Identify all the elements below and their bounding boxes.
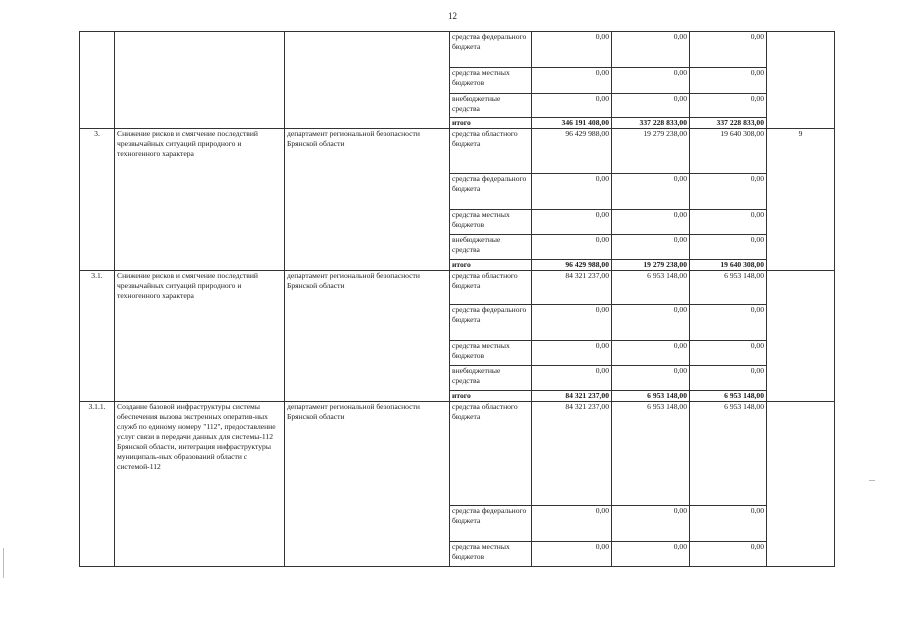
amount-cell: 0,00 — [690, 94, 767, 118]
table-row — [80, 402, 835, 506]
row-number-cell: 3.1. — [80, 271, 115, 402]
funding-source-cell: средства местных бюджетов — [450, 68, 532, 94]
scan-margin-mark — [3, 548, 4, 578]
activity-name-cell: Создание базовой инфраструктуры системы обеспечения вызова экстренных оператив-ных служб по единому номеру "112", предоставление услуг связи в передачи данных для системы-112 Брянской области, интеграция инфраструктуры муниципаль-ных образований области с системой-112 — [115, 402, 285, 567]
executor-cell — [285, 32, 450, 129]
row-number-cell: 3. — [80, 129, 115, 271]
amount-cell: 0,00 — [532, 506, 612, 542]
funding-source-cell: внебюджетные средства — [450, 94, 532, 118]
funding-source-cell: внебюджетные средства — [450, 366, 532, 391]
amount-cell: 0,00 — [612, 68, 690, 94]
table-row — [80, 129, 835, 174]
amount-cell: 0,00 — [690, 32, 767, 68]
amount-cell: 0,00 — [532, 542, 612, 567]
funding-source-cell: средства федерального бюджета — [450, 305, 532, 341]
amount-cell: 0,00 — [690, 341, 767, 366]
page-number: 12 — [448, 11, 457, 21]
amount-cell: 0,00 — [690, 506, 767, 542]
funding-source-cell: итого — [450, 260, 532, 271]
amount-cell: 0,00 — [532, 32, 612, 68]
total-amount-cell: 19 279 238,00 — [612, 260, 690, 271]
amount-cell: 0,00 — [532, 341, 612, 366]
funding-source-cell: средства федерального бюджета — [450, 506, 532, 542]
total-amount-cell: 19 640 308,00 — [690, 260, 767, 271]
amount-cell: 0,00 — [532, 210, 612, 235]
funding-source-cell: средства областного бюджета — [450, 129, 532, 174]
amount-cell: 0,00 — [612, 341, 690, 366]
amount-cell: 0,00 — [690, 542, 767, 567]
amount-cell: 6 953 148,00 — [690, 271, 767, 305]
activity-name-cell: Снижение рисков и смягчение последствий чрезвычайных ситуаций природного и техногенного характера — [115, 271, 285, 402]
table-row — [80, 32, 835, 68]
total-amount-cell: 6 953 148,00 — [690, 391, 767, 402]
funding-source-cell: средства местных бюджетов — [450, 341, 532, 366]
amount-cell: 0,00 — [532, 174, 612, 210]
table-row — [80, 271, 835, 305]
total-amount-cell: 346 191 408,00 — [532, 118, 612, 129]
activity-name-cell: Снижение рисков и смягчение последствий чрезвычайных ситуаций природного и техногенного характера — [115, 129, 285, 271]
amount-cell: 0,00 — [690, 235, 767, 260]
budget-table — [79, 31, 835, 567]
amount-cell: 0,00 — [532, 235, 612, 260]
funding-source-cell: средства федерального бюджета — [450, 174, 532, 210]
amount-cell: 6 953 148,00 — [612, 271, 690, 305]
amount-cell: 0,00 — [532, 305, 612, 341]
amount-cell: 6 953 148,00 — [690, 402, 767, 506]
funding-source-cell: внебюджетные средства — [450, 235, 532, 260]
amount-cell: 0,00 — [612, 94, 690, 118]
target-code-cell — [767, 271, 835, 402]
amount-cell: 6 953 148,00 — [612, 402, 690, 506]
funding-source-cell: итого — [450, 118, 532, 129]
activity-name-cell — [115, 32, 285, 129]
amount-cell: 84 321 237,00 — [532, 271, 612, 305]
funding-source-cell: средства местных бюджетов — [450, 210, 532, 235]
executor-cell: департамент региональной безопасности Брянской области — [285, 271, 450, 402]
amount-cell: 0,00 — [612, 174, 690, 210]
amount-cell: 0,00 — [612, 235, 690, 260]
amount-cell: 0,00 — [532, 68, 612, 94]
amount-cell: 0,00 — [612, 366, 690, 391]
executor-cell: департамент региональной безопасности Брянской области — [285, 129, 450, 271]
amount-cell: 0,00 — [690, 68, 767, 94]
amount-cell: 0,00 — [532, 366, 612, 391]
amount-cell: 0,00 — [612, 305, 690, 341]
target-code-cell — [767, 32, 835, 129]
amount-cell: 19 640 308,00 — [690, 129, 767, 174]
amount-cell: 19 279 238,00 — [612, 129, 690, 174]
funding-source-cell: средства областного бюджета — [450, 271, 532, 305]
target-code-cell: 9 — [767, 129, 835, 271]
amount-cell: 0,00 — [612, 542, 690, 567]
funding-source-cell: средства областного бюджета — [450, 402, 532, 506]
amount-cell: 84 321 237,00 — [532, 402, 612, 506]
amount-cell: 0,00 — [532, 94, 612, 118]
funding-source-cell: итого — [450, 391, 532, 402]
total-amount-cell: 6 953 148,00 — [612, 391, 690, 402]
scan-dash-mark — [869, 480, 875, 481]
total-amount-cell: 84 321 237,00 — [532, 391, 612, 402]
amount-cell: 0,00 — [690, 174, 767, 210]
executor-cell: департамент региональной безопасности Брянской области — [285, 402, 450, 567]
row-number-cell — [80, 32, 115, 129]
row-number-cell: 3.1.1. — [80, 402, 115, 567]
funding-source-cell: средства местных бюджетов — [450, 542, 532, 567]
amount-cell: 0,00 — [612, 210, 690, 235]
amount-cell: 0,00 — [690, 305, 767, 341]
funding-source-cell: средства федерального бюджета — [450, 32, 532, 68]
amount-cell: 0,00 — [690, 210, 767, 235]
amount-cell: 0,00 — [690, 366, 767, 391]
total-amount-cell: 337 228 833,00 — [612, 118, 690, 129]
amount-cell: 0,00 — [612, 32, 690, 68]
amount-cell: 0,00 — [612, 506, 690, 542]
target-code-cell — [767, 402, 835, 567]
total-amount-cell: 337 228 833,00 — [690, 118, 767, 129]
amount-cell: 96 429 988,00 — [532, 129, 612, 174]
total-amount-cell: 96 429 988,00 — [532, 260, 612, 271]
